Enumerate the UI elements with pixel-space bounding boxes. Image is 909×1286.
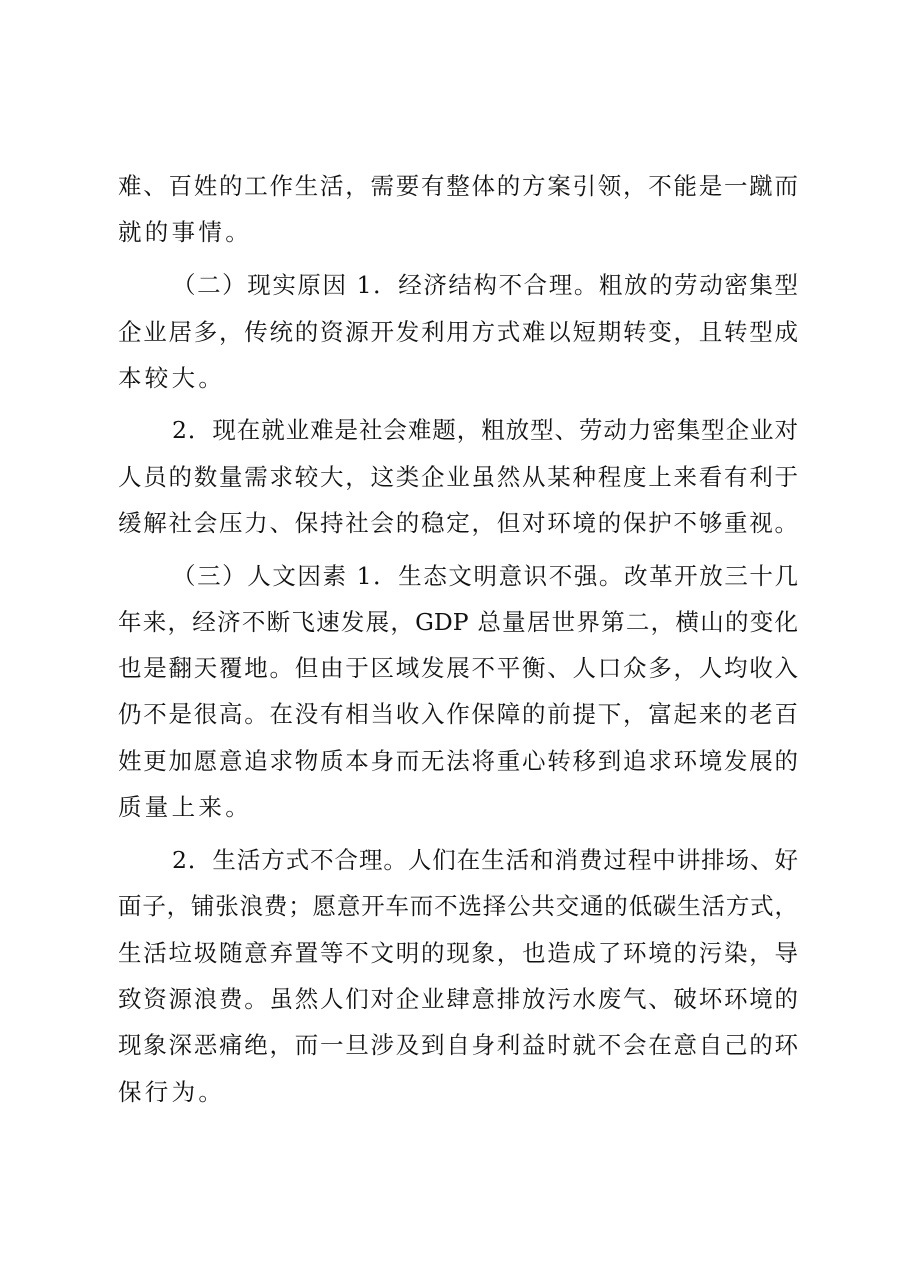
text-line: 企业居多，传统的资源开发利用方式难以短期转变，且转型成 xyxy=(118,318,798,346)
text-line: 面子，铺张浪费；愿意开车而不选择公共交通的低碳生活方式， xyxy=(118,892,798,920)
text-line: 也是翻天覆地。但由于区域发展不平衡、人口众多，人均收入 xyxy=(118,654,798,682)
text-line: 质量上来。 xyxy=(118,793,252,821)
text-line: 就的事情。 xyxy=(118,218,252,246)
text-line: 人员的数量需求较大，这类企业虽然从某种程度上来看有利于 xyxy=(118,463,798,491)
text-line: 年来，经济不断飞速发展，GDP 总量居世界第二，横山的变化 xyxy=(118,608,798,636)
text-line: 本较大。 xyxy=(118,364,226,392)
text-line: 仍不是很高。在没有相当收入作保障的前提下，富起来的老百 xyxy=(118,700,798,728)
text-line: 致资源浪费。虽然人们对企业肆意排放污水废气、破坏环境的 xyxy=(118,985,798,1013)
text-line: 生活垃圾随意弃置等不文明的现象，也造成了环境的污染，导 xyxy=(118,939,798,967)
text-line: （二）现实原因 1．经济结构不合理。粗放的劳动密集型 xyxy=(172,271,798,299)
text-line: 难、百姓的工作生活，需要有整体的方案引领，不能是一蹴而 xyxy=(118,172,798,200)
text-line: 现象深恶痛绝，而一旦涉及到自身利益时就不会在意自己的环 xyxy=(118,1031,798,1059)
text-line: 2．生活方式不合理。人们在生活和消费过程中讲排场、好 xyxy=(172,846,798,874)
text-line: 缓解社会压力、保持社会的稳定，但对环境的保护不够重视。 xyxy=(118,509,798,537)
text-line: （三）人文因素 1．生态文明意识不强。改革开放三十几 xyxy=(172,562,798,590)
text-line: 2．现在就业难是社会难题，粗放型、劳动力密集型企业对 xyxy=(172,416,798,444)
text-line: 保行为。 xyxy=(118,1078,226,1106)
text-line: 姓更加愿意追求物质本身而无法将重心转移到追求环境发展的 xyxy=(118,747,798,775)
